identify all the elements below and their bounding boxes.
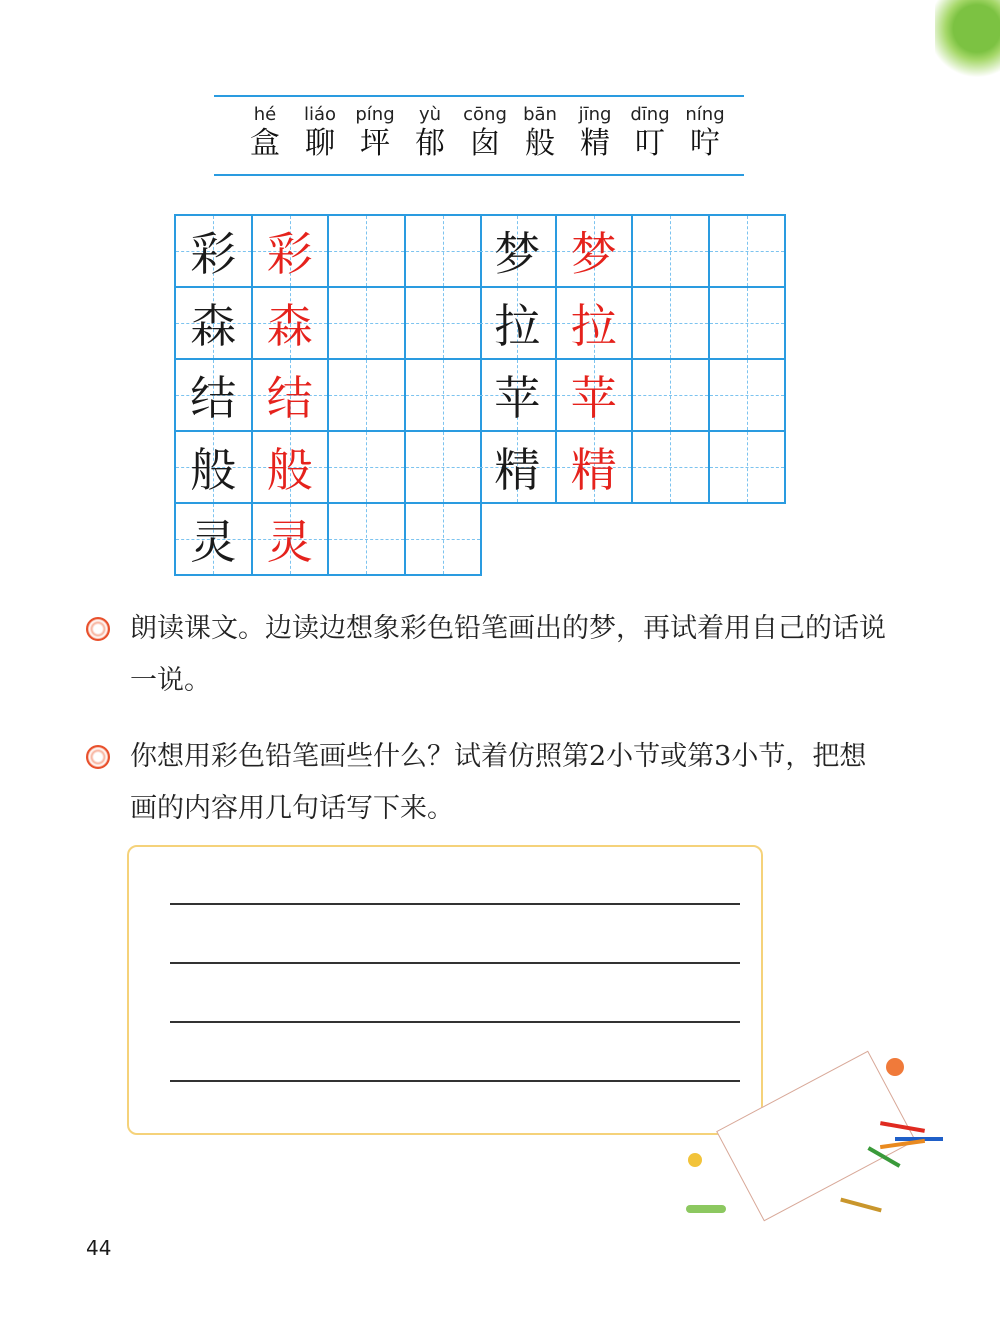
- new-word: [460, 104, 510, 162]
- exercise-bullet-icon: [86, 745, 110, 769]
- pinyin: dīng: [630, 104, 670, 125]
- pinyin: níng: [685, 104, 725, 125]
- practice-cell[interactable]: [710, 432, 787, 504]
- model-char-cell: [176, 216, 253, 288]
- hanzi: 叮: [635, 126, 665, 161]
- practice-cell[interactable]: [633, 432, 710, 504]
- trace-char: 彩: [266, 227, 313, 281]
- practice-cell[interactable]: [329, 288, 406, 360]
- new-word: [570, 104, 620, 162]
- new-word: [240, 104, 290, 162]
- pinyin: bān: [523, 104, 557, 125]
- writing-grid-right: [480, 214, 786, 504]
- trace-char: 拉: [570, 299, 617, 353]
- leaves-decoration: [935, 0, 1000, 95]
- pinyin: hé: [253, 104, 277, 125]
- practice-cell[interactable]: [633, 216, 710, 288]
- bottom-rule: [214, 174, 744, 176]
- model-char: 梦: [494, 227, 541, 281]
- hanzi: 盒: [250, 126, 280, 161]
- trace-char: 精: [570, 443, 617, 497]
- model-char: 彩: [190, 227, 237, 281]
- model-char: 结: [190, 371, 237, 425]
- trace-char-cell: [557, 216, 634, 288]
- model-char-cell: [176, 504, 253, 576]
- hanzi: 郁: [415, 126, 445, 161]
- writing-line[interactable]: [170, 962, 740, 964]
- hanzi: 聊: [305, 126, 335, 161]
- practice-cell[interactable]: [406, 504, 483, 576]
- new-word: [405, 104, 455, 162]
- writing-grid-left: [174, 214, 482, 576]
- model-char: 森: [190, 299, 237, 353]
- practice-cell[interactable]: [329, 360, 406, 432]
- trace-char-cell: [253, 504, 330, 576]
- pinyin: cōng: [463, 104, 507, 125]
- model-char-cell: [176, 432, 253, 504]
- exercise-2-text: 你想用彩色铅笔画些什么？试着仿照第2小节或第3小节，把想画的内容用几句话写下来。: [130, 741, 867, 824]
- model-char: 苹: [494, 371, 541, 425]
- practice-cell[interactable]: [633, 288, 710, 360]
- trace-char: 般: [266, 443, 313, 497]
- trace-char-cell: [253, 216, 330, 288]
- model-char-cell: [480, 432, 557, 504]
- exercise-1-text: 朗读课文。边读边想象彩色铅笔画出的梦，再试着用自己的话说一说。: [130, 613, 886, 696]
- trace-char-cell: [253, 432, 330, 504]
- trace-char: 梦: [570, 227, 617, 281]
- model-char: 般: [190, 443, 237, 497]
- model-char-cell: [176, 360, 253, 432]
- new-word: [680, 104, 730, 162]
- model-char: 拉: [494, 299, 541, 353]
- pinyin: jīng: [578, 104, 612, 125]
- trace-char-cell: [253, 360, 330, 432]
- top-rule: [214, 95, 744, 97]
- practice-cell[interactable]: [406, 432, 483, 504]
- flower-icon: [886, 1058, 904, 1076]
- model-char-cell: [176, 288, 253, 360]
- trace-char: 灵: [266, 515, 313, 569]
- exercise-bullet-icon: [86, 617, 110, 641]
- hanzi: 精: [580, 126, 610, 161]
- practice-cell[interactable]: [710, 360, 787, 432]
- new-word: [625, 104, 675, 162]
- trace-char-cell: [557, 432, 634, 504]
- practice-cell[interactable]: [329, 432, 406, 504]
- grass-icon: [686, 1205, 726, 1213]
- hanzi: 咛: [690, 126, 720, 161]
- sun-icon: [688, 1153, 702, 1167]
- trace-char: 苹: [570, 371, 617, 425]
- practice-cell[interactable]: [329, 216, 406, 288]
- new-word: [295, 104, 345, 162]
- practice-cell[interactable]: [633, 360, 710, 432]
- pinyin: liáo: [303, 104, 337, 125]
- hanzi: 坪: [360, 126, 390, 161]
- hanzi: 囱: [470, 126, 500, 161]
- practice-cell[interactable]: [710, 216, 787, 288]
- trace-char: 结: [266, 371, 313, 425]
- practice-cell[interactable]: [406, 288, 483, 360]
- pencil-icon: [840, 1198, 882, 1213]
- pinyin: píng: [355, 104, 395, 125]
- model-char-cell: [480, 360, 557, 432]
- new-word: [515, 104, 565, 162]
- practice-cell[interactable]: [329, 504, 406, 576]
- trace-char: 森: [266, 299, 313, 353]
- practice-cell[interactable]: [406, 360, 483, 432]
- trace-char-cell: [557, 288, 634, 360]
- practice-cell[interactable]: [710, 288, 787, 360]
- writing-line[interactable]: [170, 1021, 740, 1023]
- writing-line[interactable]: [170, 903, 740, 905]
- trace-char-cell: [557, 360, 634, 432]
- model-char-cell: [480, 288, 557, 360]
- writing-line[interactable]: [170, 1080, 740, 1082]
- trace-char-cell: [253, 288, 330, 360]
- hanzi: 般: [525, 126, 555, 161]
- model-char: 精: [494, 443, 541, 497]
- writing-box[interactable]: [127, 845, 763, 1135]
- new-word: [350, 104, 400, 162]
- pinyin: yù: [418, 104, 442, 125]
- practice-cell[interactable]: [406, 216, 483, 288]
- model-char: 灵: [190, 515, 237, 569]
- new-words-row: [240, 104, 730, 162]
- model-char-cell: [480, 216, 557, 288]
- page-number: 44: [86, 1236, 112, 1260]
